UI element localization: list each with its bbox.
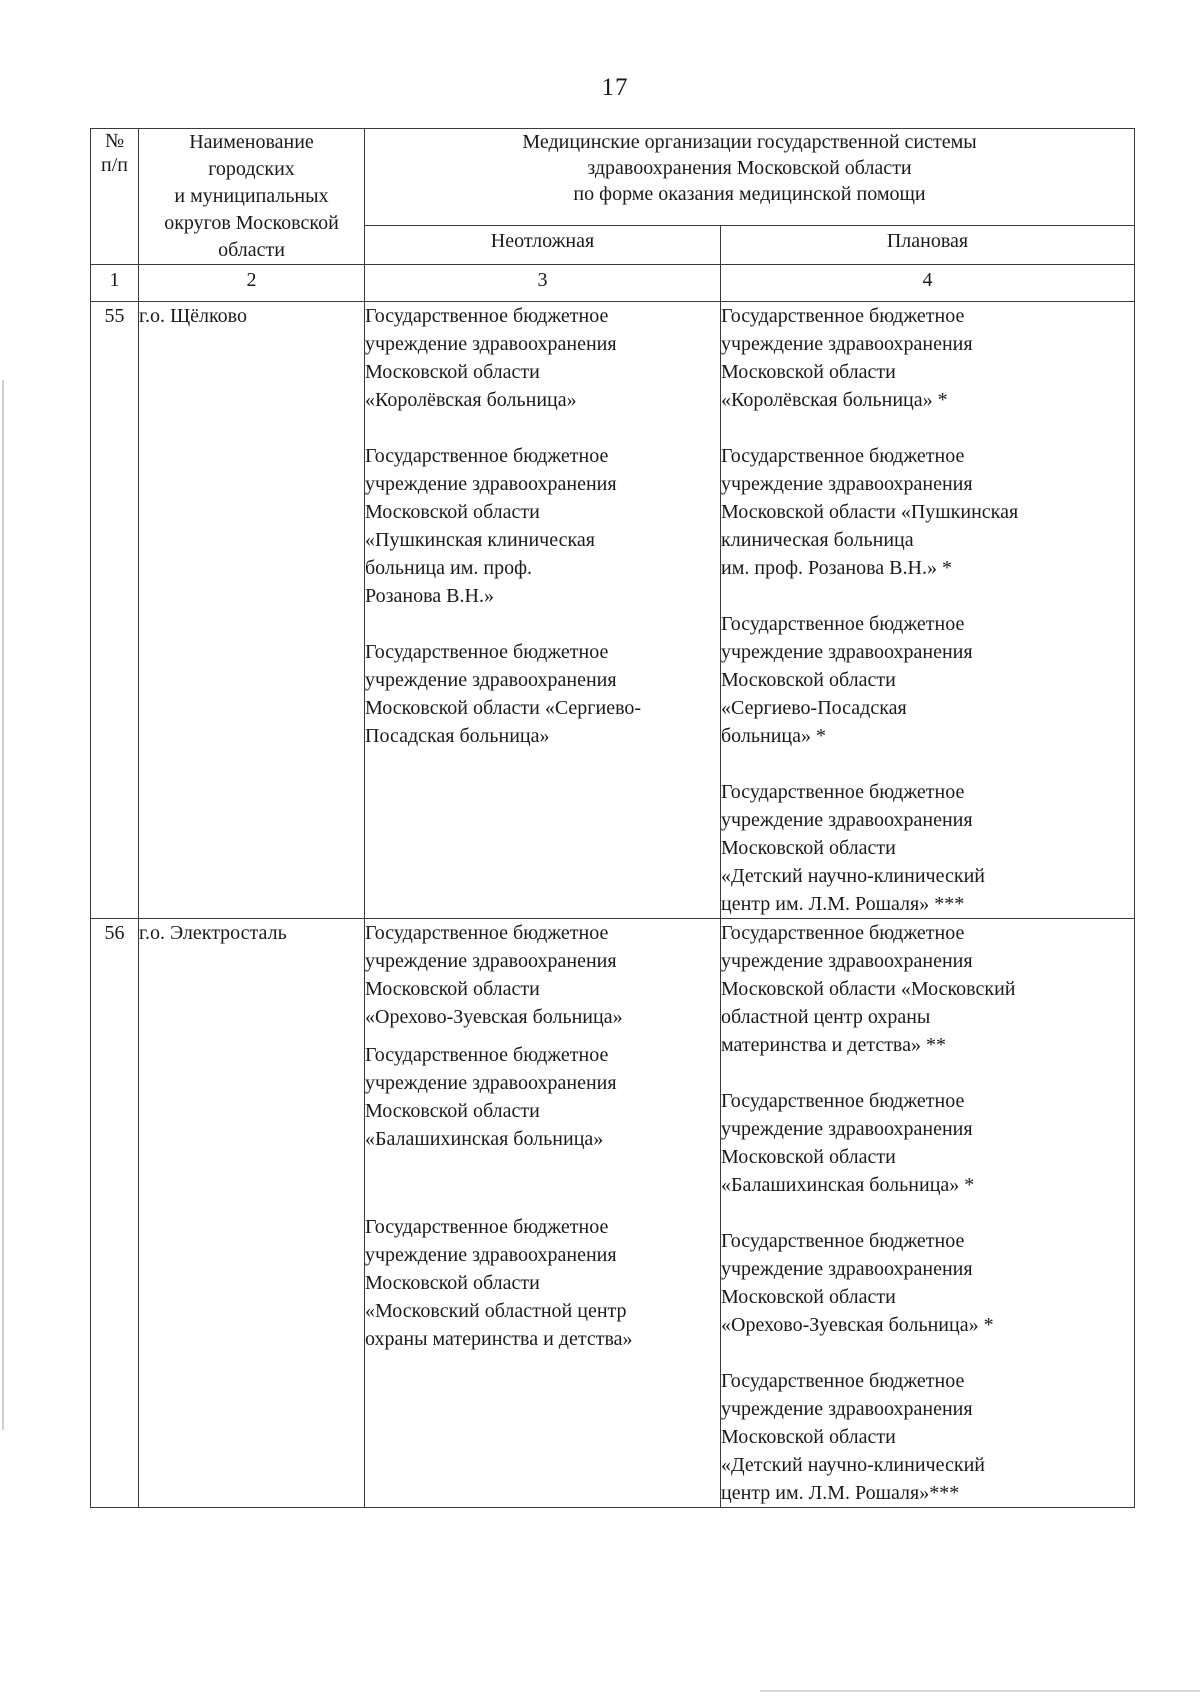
org-line: учреждение здравоохранения: [721, 1398, 973, 1420]
header-row-main: [91, 129, 1135, 226]
org-line: учреждение здравоохранения: [365, 1072, 617, 1094]
header-planned: Плановая: [721, 226, 1135, 265]
org-line: «Московский областной центр: [365, 1300, 627, 1322]
org-line: «Сергиево-Посадская: [721, 697, 907, 719]
org-line: «Орехово-Зуевская больница»: [365, 1006, 623, 1028]
org-line: учреждение здравоохранения: [721, 641, 973, 663]
column-index: 3: [365, 265, 721, 302]
org-line: учреждение здравоохранения: [721, 950, 973, 972]
row-number: 55: [91, 302, 139, 919]
org-line: Московской области «Сергиево-: [365, 697, 642, 719]
org-line: учреждение здравоохранения: [721, 473, 973, 495]
header-district-line: Наименование: [189, 131, 314, 153]
org-line: «Королёвская больница»: [365, 389, 577, 411]
header-district-line: округов Московской: [164, 212, 339, 234]
urgent-organizations: [365, 302, 721, 919]
org-line: Государственное бюджетное: [365, 1216, 609, 1238]
org-line: охраны материнства и детства»: [365, 1328, 633, 1350]
org-line: учреждение здравоохранения: [365, 473, 617, 495]
column-index: 4: [721, 265, 1135, 302]
org-line: учреждение здравоохранения: [721, 1118, 973, 1140]
column-index-row: [91, 265, 1135, 302]
scan-edge-shadow: [2, 380, 4, 1430]
header-number-line: №: [104, 130, 125, 152]
urgent-organizations: [365, 919, 721, 1508]
org-line: учреждение здравоохранения: [721, 333, 973, 355]
org-line: им. проф. Розанова В.Н.» *: [721, 557, 952, 579]
header-urgent: Неотложная: [365, 226, 721, 265]
district-name: г.о. Электросталь: [139, 919, 365, 1508]
org-line: «Балашихинская больница»: [365, 1128, 604, 1150]
org-line: «Детский научно-клинический: [721, 1454, 985, 1476]
organization-entry: [721, 1227, 1134, 1339]
planned-organizations: [721, 302, 1135, 919]
org-line: Розанова В.Н.»: [365, 585, 494, 607]
org-line: Московской области: [721, 669, 896, 691]
org-line: Московской области: [365, 978, 540, 1000]
org-line: Московской области: [365, 1272, 540, 1294]
row-number: 56: [91, 919, 139, 1508]
org-line: Московской области «Московский: [721, 978, 1016, 1000]
organization-entry: [365, 1213, 720, 1353]
table-row: [91, 919, 1135, 1508]
org-line: центр им. Л.М. Рошаля»***: [721, 1482, 960, 1504]
org-line: Государственное бюджетное: [721, 922, 965, 944]
planned-organizations: [721, 919, 1135, 1508]
header-organizations-line: Медицинские организации государственной системы: [522, 131, 977, 153]
org-line: «Детский научно-клинический: [721, 865, 985, 887]
page-number: 17: [601, 74, 629, 101]
header-district-line: области: [218, 239, 285, 261]
column-index: 2: [139, 265, 365, 302]
org-line: Московской области «Пушкинская: [721, 501, 1019, 523]
org-line: Государственное бюджетное: [365, 445, 609, 467]
org-line: больница им. проф.: [365, 557, 533, 579]
organization-entry: [721, 302, 1134, 414]
org-line: Посадская больница»: [365, 725, 550, 747]
hospital-assignment-table: [90, 128, 1135, 1508]
organization-entry: [365, 919, 720, 1031]
header-district-name: [139, 129, 365, 265]
org-line: областной центр охраны: [721, 1006, 931, 1028]
district-name: г.о. Щёлково: [139, 302, 365, 919]
org-line: клиническая больница: [721, 529, 914, 551]
org-line: учреждение здравоохранения: [365, 950, 617, 972]
column-index: 1: [91, 265, 139, 302]
org-line: центр им. Л.М. Рошаля» ***: [721, 893, 965, 915]
header-number: [91, 129, 139, 265]
org-line: материнства и детства» **: [721, 1034, 946, 1056]
org-line: Государственное бюджетное: [721, 781, 965, 803]
organization-entry: [721, 1367, 1134, 1507]
org-line: Московской области: [365, 361, 540, 383]
org-line: «Королёвская больница» *: [721, 389, 948, 411]
organization-entry: [721, 442, 1134, 582]
org-line: «Орехово-Зуевская больница» *: [721, 1314, 994, 1336]
org-line: Московской области: [721, 837, 896, 859]
document-table-frame: [90, 128, 1134, 1578]
org-line: учреждение здравоохранения: [365, 669, 617, 691]
scan-bottom-shadow: [760, 1690, 1200, 1692]
header-organizations-line: по форме оказания медицинской помощи: [573, 183, 926, 205]
organization-entry: [721, 919, 1134, 1059]
org-line: Московской области: [721, 361, 896, 383]
org-line: Московской области: [721, 1426, 896, 1448]
header-organizations-line: здравоохранения Московской области: [587, 157, 912, 179]
org-line: Московской области: [365, 501, 540, 523]
org-line: «Пушкинская клиническая: [365, 529, 595, 551]
organization-entry: [365, 442, 720, 610]
org-line: Государственное бюджетное: [721, 613, 965, 635]
org-line: учреждение здравоохранения: [365, 333, 617, 355]
organization-entry: [721, 1087, 1134, 1199]
table-row: [91, 302, 1135, 919]
organization-entry: [721, 610, 1134, 750]
org-line: Московской области: [365, 1100, 540, 1122]
header-number-line: п/п: [101, 154, 128, 176]
org-line: больница» *: [721, 725, 826, 747]
organization-entry: [365, 1041, 720, 1153]
organization-entry: [365, 638, 720, 750]
org-line: Государственное бюджетное: [721, 1230, 965, 1252]
org-line: Московской области: [721, 1146, 896, 1168]
org-line: учреждение здравоохранения: [721, 1258, 973, 1280]
header-district-line: и муниципальных: [174, 185, 329, 207]
org-line: Московской области: [721, 1286, 896, 1308]
org-line: учреждение здравоохранения: [721, 809, 973, 831]
org-line: Государственное бюджетное: [365, 305, 609, 327]
org-line: Государственное бюджетное: [365, 1044, 609, 1066]
org-line: Государственное бюджетное: [365, 641, 609, 663]
header-district-line: городских: [208, 158, 295, 180]
org-line: Государственное бюджетное: [365, 922, 609, 944]
org-line: Государственное бюджетное: [721, 1370, 965, 1392]
organization-entry: [365, 302, 720, 414]
org-line: Государственное бюджетное: [721, 305, 965, 327]
org-line: Государственное бюджетное: [721, 1090, 965, 1112]
org-line: учреждение здравоохранения: [365, 1244, 617, 1266]
organization-entry: [721, 778, 1134, 918]
header-organizations: [365, 129, 1135, 226]
org-line: Государственное бюджетное: [721, 445, 965, 467]
org-line: «Балашихинская больница» *: [721, 1174, 975, 1196]
